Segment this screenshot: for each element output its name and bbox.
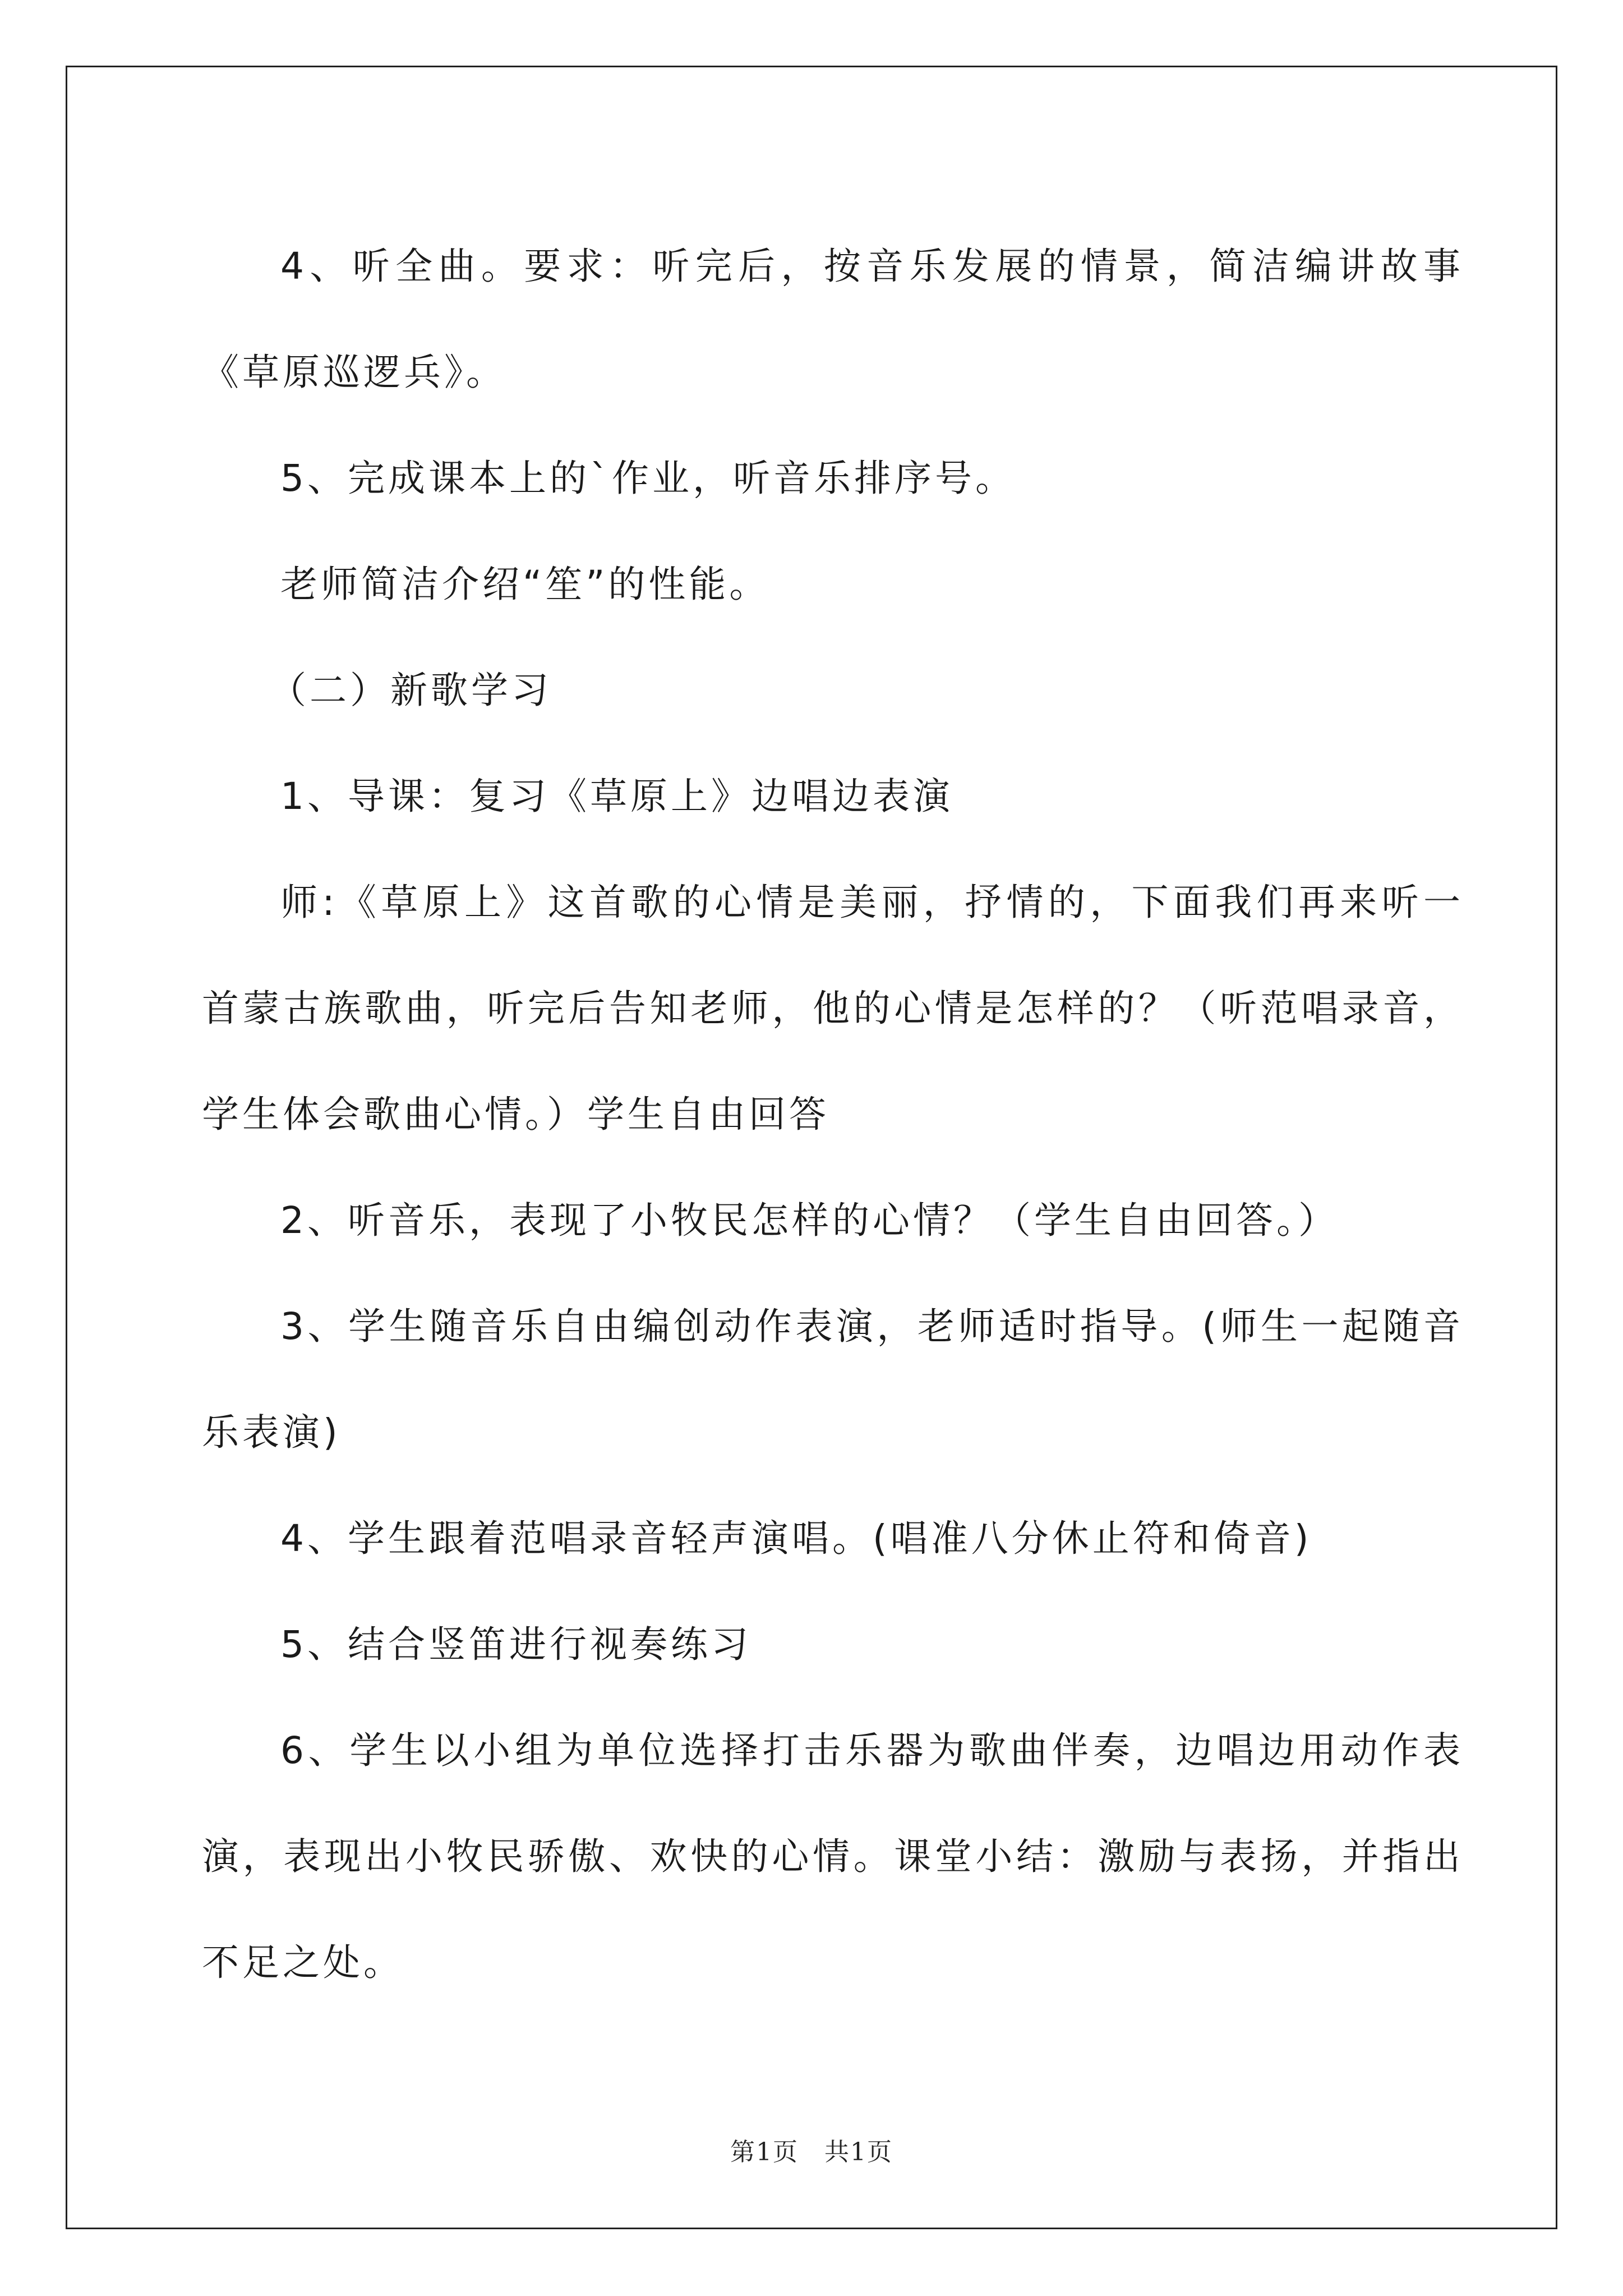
section-heading-new-song: （二）新歌学习	[269, 669, 552, 712]
paragraph-group-accompaniment: 6、学生以小组为单位选择打击乐器为歌曲伴奏，边唱边用动作表演，表现出小牧民骄傲、欢快的心情。课堂小结：激励与表扬，并指出不足之处。	[202, 1729, 1464, 1984]
paragraph-teacher-speech: 师:《草原上》这首歌的心情是美丽，抒情的，下面我们再来听一首蒙古族歌曲，听完后告知老师，他的心情是怎样的？（听范唱录音，学生体会歌曲心情。）学生自由回答	[202, 881, 1464, 1136]
paragraph-step-4: 4、听全曲。要求：听完后，按音乐发展的情景，简洁编讲故事《草原巡逻兵》。	[202, 245, 1464, 394]
paragraph-teacher-intro: 老师简洁介绍“笙”的性能。	[280, 563, 770, 606]
paragraph-recorder-practice: 5、结合竖笛进行视奏练习	[280, 1623, 751, 1666]
paragraph-step-5: 5、完成课本上的`作业，听音乐排序号。	[280, 457, 1016, 500]
paragraph-lead-in: 1、导课：复习《草原上》边唱边表演	[280, 775, 953, 818]
paragraph-listen-music: 2、听音乐，表现了小牧民怎样的心情？（学生自由回答。）	[280, 1199, 1339, 1242]
document-body	[202, 213, 1464, 2016]
paragraph-choreography: 3、学生随音乐自由编创动作表演，老师适时指导。(师生一起随音乐表演)	[202, 1305, 1464, 1454]
paragraph-sing-along: 4、学生跟着范唱录音轻声演唱。(唱准八分休止符和倚音)	[280, 1517, 1312, 1560]
page-number-footer: 第1页 共1页	[730, 2138, 893, 2166]
